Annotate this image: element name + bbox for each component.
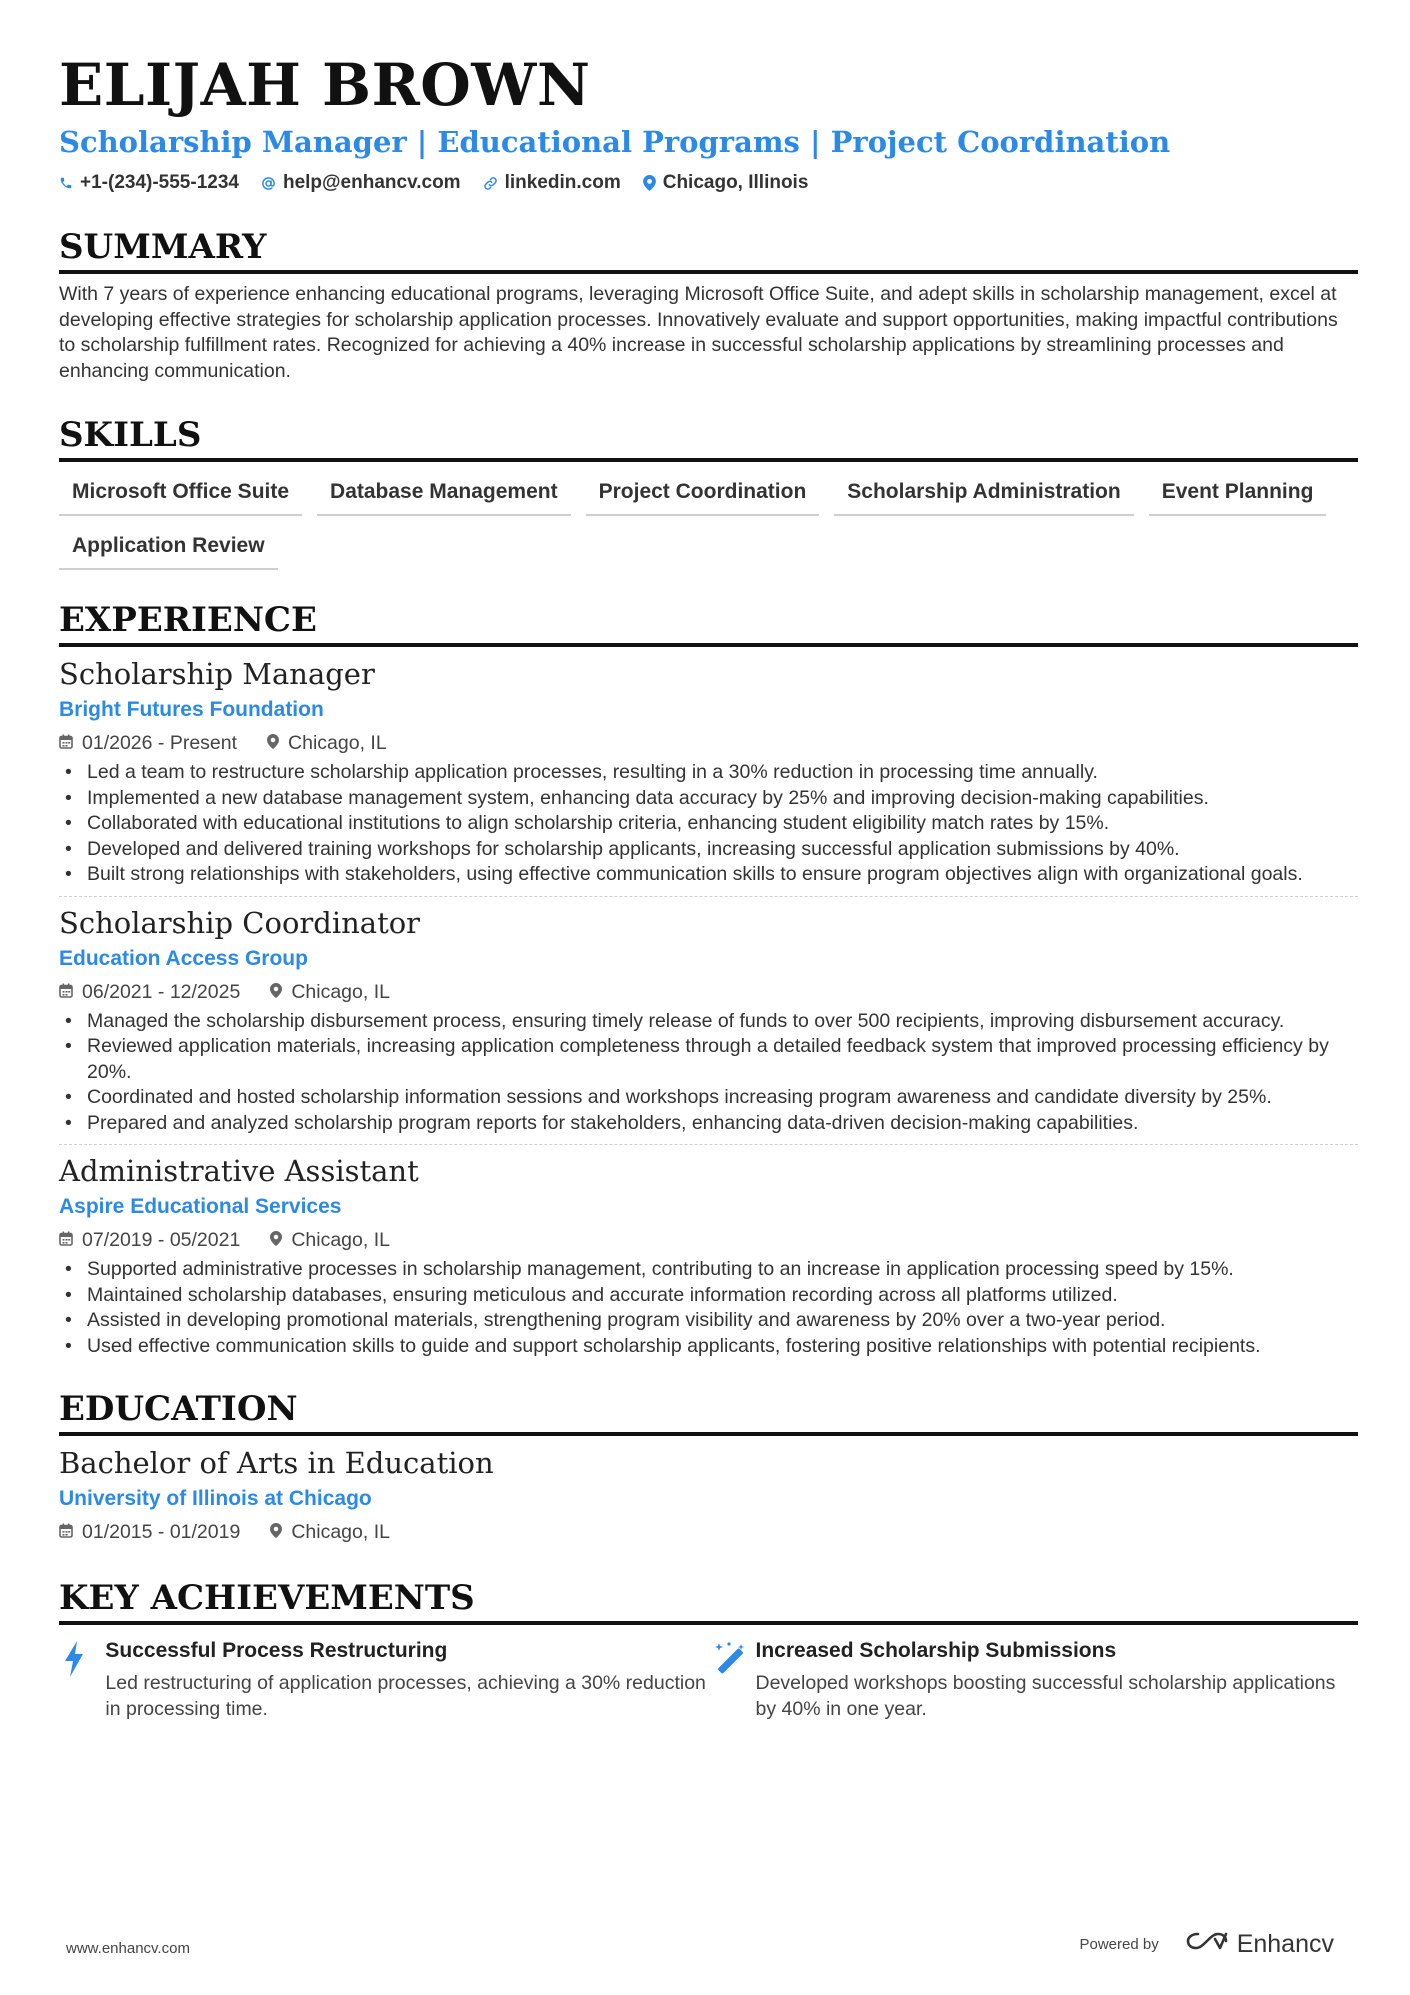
contact-location-text: Chicago, Illinois (662, 172, 809, 193)
contact-bar (59, 172, 1358, 194)
job-location-text: Chicago, IL (291, 980, 390, 1003)
education-location-text: Chicago, IL (291, 1521, 390, 1543)
achievements-grid (59, 1637, 1358, 1722)
education-meta (59, 1520, 1358, 1544)
education-dates (59, 1520, 240, 1544)
job-meta (59, 731, 1358, 755)
resume-page (59, 52, 1358, 1722)
education-location (270, 1520, 390, 1544)
achievement-title: Increased Scholarship Submissions (755, 1639, 1117, 1662)
job-dates-text: 01/2026 - Present (82, 732, 238, 754)
skill-tag: Scholarship Administration (834, 474, 1133, 516)
company-name: Education Access Group (59, 946, 308, 970)
achievements-heading: KEY ACHIEVEMENTS (59, 1578, 1358, 1625)
location-pin-icon (643, 175, 656, 191)
summary-heading: SUMMARY (59, 227, 1358, 274)
company-name: Aspire Educational Services (59, 1195, 342, 1218)
job-meta (59, 980, 1358, 1004)
summary-text: With 7 years of experience enhancing educational programs, leveraging Microsoft Office Suite, and adept skills in scholarship management, excel at developing effective strategies for scholarship application processes. Innovatively evaluate and support opportunities, making impactful contributions to scholarship fulfillment rates. Recognized for achieving a 40% increase in successful scholarship applications by streamlining processes and enhancing communication. (59, 283, 1338, 382)
achievement-body (756, 1637, 1359, 1722)
contact-linkedin-text: linkedin.com (504, 172, 621, 193)
enhancv-logo-text: Enhancv (1236, 1930, 1334, 1958)
education-entry (59, 1445, 1358, 1544)
bullet-item: • Collaborated with educational institutions to align scholarship criteria, enhancing student eligibility match rates by 15%. (59, 811, 1358, 837)
job-dates (59, 980, 240, 1004)
job-dates (59, 1228, 240, 1252)
skill-tag: Event Planning (1149, 474, 1327, 516)
contact-location (643, 172, 809, 194)
link-icon (483, 176, 498, 191)
skills-section (59, 415, 1358, 570)
job-location-text: Chicago, IL (291, 1229, 390, 1251)
experience-section (59, 600, 1358, 1359)
company-name: Bright Futures Foundation (59, 698, 324, 721)
bullet-item: • Assisted in developing promotional materials, strengthening program visibility and awareness by 20% over a two-year period. (59, 1308, 1358, 1334)
job-location (270, 1228, 390, 1252)
job-entry (59, 1153, 1358, 1359)
bullet-item: • Used effective communication skills to guide and support scholarship applicants, fostering positive relationships with potential recipients. (59, 1334, 1358, 1360)
at-icon (261, 176, 276, 191)
job-dates-text: 07/2019 - 05/2021 (82, 1229, 241, 1251)
footer-branding (1079, 1930, 1334, 1959)
job-dates-text: 06/2021 - 12/2025 (82, 980, 241, 1003)
job-bullets (59, 760, 1358, 888)
job-title: Administrative Assistant (59, 1154, 419, 1188)
bullet-item: • Coordinated and hosted scholarship information sessions and workshops increasing program awareness and candidate diversity by 25%. (59, 1085, 1358, 1111)
job-divider (59, 896, 1358, 897)
job-location (267, 731, 387, 755)
footer-website[interactable]: www.enhancv.com (66, 1940, 190, 1957)
achievement-item (709, 1637, 1359, 1722)
job-entry (59, 905, 1358, 1137)
job-location (270, 980, 390, 1004)
job-title: Scholarship Manager (59, 657, 375, 691)
job-bullets (59, 1257, 1358, 1359)
contact-phone[interactable] (59, 172, 239, 194)
calendar-icon (59, 731, 73, 755)
job-divider (59, 1144, 1358, 1145)
education-section (59, 1389, 1358, 1544)
resume-header (59, 52, 1358, 194)
job-bullets (59, 1009, 1358, 1137)
skill-tag: Database Management (317, 474, 571, 516)
bullet-item: • Developed and delivered training workshops for scholarship applicants, increasing successful application submissions by 40%. (59, 837, 1358, 863)
bullet-item: • Prepared and analyzed scholarship program reports for stakeholders, enhancing data-driven decision-making capabilities. (59, 1111, 1358, 1137)
enhancv-logo-icon (1185, 1930, 1229, 1959)
achievement-body (105, 1637, 708, 1722)
school-name: University of Illinois at Chicago (59, 1487, 372, 1510)
contact-phone-text: +1-(234)-555-1234 (80, 172, 239, 193)
summary-section (59, 227, 1358, 384)
bullet-item: • Supported administrative processes in scholarship management, contributing to an increase in application processing speed by 15%. (59, 1257, 1358, 1283)
location-pin-icon (270, 1520, 282, 1544)
job-meta (59, 1228, 1358, 1252)
skill-tag: Application Review (59, 528, 278, 570)
skill-tag: Project Coordination (586, 474, 820, 516)
achievements-section (59, 1578, 1358, 1722)
education-dates-text: 01/2015 - 01/2019 (82, 1521, 241, 1543)
enhancv-logo[interactable] (1185, 1930, 1334, 1959)
contact-email[interactable] (261, 172, 461, 194)
candidate-name: ELIJAH BROWN (59, 51, 591, 119)
skill-tag: Microsoft Office Suite (59, 474, 302, 516)
bullet-item: • Implemented a new database management system, enhancing data accuracy by 25% and improving decision-making capabilities. (59, 786, 1358, 812)
location-pin-icon (267, 731, 279, 755)
location-pin-icon (270, 1228, 282, 1252)
candidate-headline: Scholarship Manager | Educational Programs | Project Coordination (59, 125, 1171, 159)
bullet-item: • Led a team to restructure scholarship application processes, resulting in a 30% reduction in processing time annually. (59, 760, 1358, 786)
magic-wand-icon (709, 1637, 756, 1722)
achievement-title: Successful Process Restructuring (105, 1639, 448, 1662)
bullet-item: • Managed the scholarship disbursement process, ensuring timely release of funds to over 500 recipients, improving disbursement accuracy. (59, 1009, 1358, 1035)
education-heading: EDUCATION (59, 1389, 1358, 1436)
calendar-icon (59, 980, 73, 1004)
achievement-description: Developed workshops boosting successful scholarship applications by 40% in one year. (755, 1672, 1336, 1720)
calendar-icon (59, 1520, 73, 1544)
contact-linkedin[interactable] (483, 172, 621, 194)
job-dates (59, 731, 237, 755)
calendar-icon (59, 1228, 73, 1252)
experience-heading: EXPERIENCE (59, 600, 1358, 647)
achievement-description: Led restructuring of application processes, achieving a 30% reduction in processing time. (105, 1672, 706, 1720)
skills-heading: SKILLS (59, 415, 1358, 462)
phone-icon (59, 176, 73, 190)
lightning-bolt-icon (59, 1637, 105, 1722)
job-title: Scholarship Coordinator (59, 905, 421, 940)
job-entry (59, 656, 1358, 888)
job-location-text: Chicago, IL (288, 732, 387, 754)
bullet-item: • Reviewed application materials, increasing application completeness through a detailed feedback system that improved processing efficiency by 20%. (59, 1034, 1358, 1085)
skills-list (59, 474, 1358, 570)
bullet-item: • Maintained scholarship databases, ensuring meticulous and accurate information recording across all platforms utilized. (59, 1283, 1358, 1309)
achievement-item (59, 1637, 709, 1722)
contact-email-text: help@enhancv.com (282, 172, 461, 193)
degree-title: Bachelor of Arts in Education (59, 1446, 494, 1480)
powered-by-label: Powered by (1079, 1936, 1159, 1953)
location-pin-icon (270, 980, 282, 1004)
bullet-item: • Built strong relationships with stakeholders, using effective communication skills to ensure program objectives align with organizational goals. (59, 862, 1358, 888)
